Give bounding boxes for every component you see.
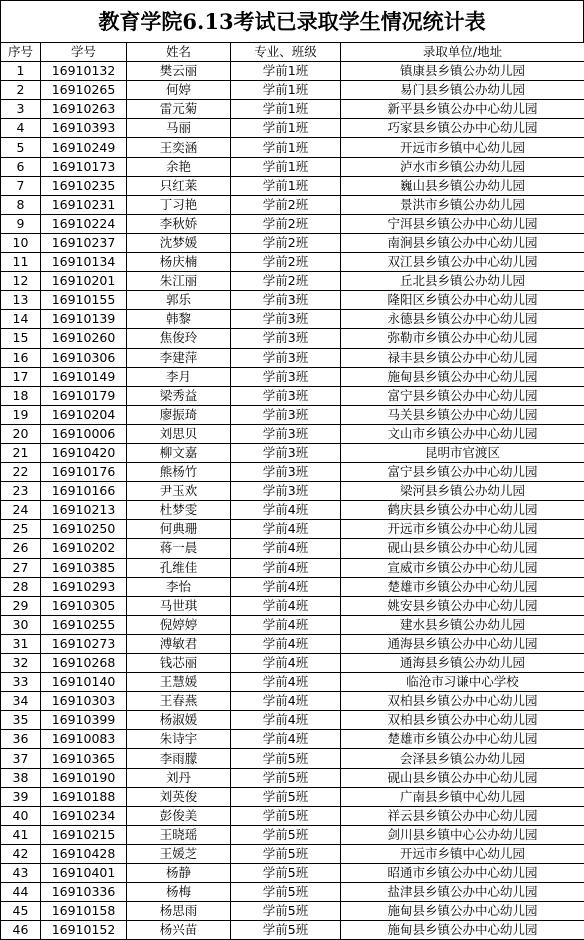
table-row — [1, 367, 584, 386]
cell-employer: 镇康县乡镇公办幼儿园 — [341, 62, 584, 81]
header-class: 专业、班级 — [231, 43, 341, 62]
table-row — [1, 634, 584, 653]
cell-name: 马世琪 — [127, 596, 231, 615]
cell-class: 学前3班 — [231, 463, 341, 482]
cell-student-id: 16910149 — [41, 367, 127, 386]
cell-student-id: 16910215 — [41, 825, 127, 844]
cell-name: 柳文嘉 — [127, 443, 231, 462]
cell-index: 8 — [1, 195, 41, 214]
cell-employer: 砚山县乡镇公办中心幼儿园 — [341, 539, 584, 558]
cell-employer: 通海县乡镇公办幼儿园 — [341, 654, 584, 673]
cell-index: 10 — [1, 233, 41, 252]
cell-name: 李建萍 — [127, 348, 231, 367]
cell-name: 王媛芝 — [127, 844, 231, 863]
cell-index: 30 — [1, 615, 41, 634]
cell-employer: 砚山县乡镇公办中心幼儿园 — [341, 768, 584, 787]
table-row — [1, 195, 584, 214]
cell-name: 溥敏君 — [127, 634, 231, 653]
cell-name: 王奕涵 — [127, 138, 231, 157]
cell-class: 学前1班 — [231, 100, 341, 119]
cell-name: 李月 — [127, 367, 231, 386]
table-row — [1, 692, 584, 711]
cell-class: 学前3班 — [231, 386, 341, 405]
cell-index: 21 — [1, 443, 41, 462]
cell-employer: 文山市乡镇公办中心幼儿园 — [341, 424, 584, 443]
cell-name: 杨兴苗 — [127, 921, 231, 940]
cell-student-id: 16910273 — [41, 634, 127, 653]
table-row — [1, 233, 584, 252]
cell-index: 16 — [1, 348, 41, 367]
cell-class: 学前5班 — [231, 768, 341, 787]
cell-employer: 易门县乡镇公办幼儿园 — [341, 81, 584, 100]
cell-class: 学前3班 — [231, 291, 341, 310]
cell-student-id: 16910176 — [41, 463, 127, 482]
cell-index: 14 — [1, 310, 41, 329]
cell-name: 只红莱 — [127, 176, 231, 195]
cell-class: 学前3班 — [231, 482, 341, 501]
table-row — [1, 844, 584, 863]
cell-class: 学前2班 — [231, 272, 341, 291]
cell-index: 33 — [1, 673, 41, 692]
cell-name: 王春燕 — [127, 692, 231, 711]
table-row — [1, 864, 584, 883]
cell-student-id: 16910306 — [41, 348, 127, 367]
cell-student-id: 16910190 — [41, 768, 127, 787]
cell-class: 学前1班 — [231, 62, 341, 81]
table-row — [1, 749, 584, 768]
cell-index: 15 — [1, 329, 41, 348]
table-row — [1, 902, 584, 921]
cell-name: 杨梅 — [127, 883, 231, 902]
cell-index: 29 — [1, 596, 41, 615]
cell-class: 学前5班 — [231, 864, 341, 883]
cell-class: 学前5班 — [231, 749, 341, 768]
cell-student-id: 16910399 — [41, 711, 127, 730]
cell-employer: 通海县乡镇公办中心幼儿园 — [341, 634, 584, 653]
cell-class: 学前4班 — [231, 577, 341, 596]
cell-name: 马丽 — [127, 119, 231, 138]
cell-employer: 丘北县乡镇公办幼儿园 — [341, 272, 584, 291]
cell-employer: 永德县乡镇公办中心幼儿园 — [341, 310, 584, 329]
cell-index: 12 — [1, 272, 41, 291]
cell-name: 朱诗宇 — [127, 730, 231, 749]
cell-employer: 姚安县乡镇公办中心幼儿园 — [341, 596, 584, 615]
cell-employer: 宣威市乡镇公办中心幼儿园 — [341, 558, 584, 577]
table-row — [1, 463, 584, 482]
page-title: 教育学院6.13考试已录取学生情况统计表 — [0, 0, 584, 42]
cell-name: 余艳 — [127, 157, 231, 176]
cell-name: 梁秀益 — [127, 386, 231, 405]
cell-name: 廖振琦 — [127, 405, 231, 424]
table-row — [1, 291, 584, 310]
table-row — [1, 157, 584, 176]
cell-employer: 昭通市乡镇公办中心幼儿园 — [341, 864, 584, 883]
cell-student-id: 16910213 — [41, 501, 127, 520]
cell-class: 学前4班 — [231, 539, 341, 558]
cell-class: 学前4班 — [231, 634, 341, 653]
cell-name: 李秋娇 — [127, 214, 231, 233]
cell-index: 45 — [1, 902, 41, 921]
cell-employer: 楚雄市乡镇公办中心幼儿园 — [341, 730, 584, 749]
cell-student-id: 16910385 — [41, 558, 127, 577]
table-row — [1, 405, 584, 424]
cell-name: 朱江丽 — [127, 272, 231, 291]
cell-student-id: 16910305 — [41, 596, 127, 615]
cell-employer: 祥云县乡镇公办中心幼儿园 — [341, 806, 584, 825]
cell-name: 樊云丽 — [127, 62, 231, 81]
cell-student-id: 16910303 — [41, 692, 127, 711]
cell-employer: 鹤庆县乡镇公办中心幼儿园 — [341, 501, 584, 520]
cell-employer: 富宁县乡镇公办中心幼儿园 — [341, 463, 584, 482]
cell-employer: 广南县乡镇中心幼儿园 — [341, 787, 584, 806]
cell-employer: 临沧市习谦中心学校 — [341, 673, 584, 692]
cell-student-id: 16910139 — [41, 310, 127, 329]
header-employer: 录取单位/地址 — [341, 43, 584, 62]
table-row — [1, 596, 584, 615]
cell-employer: 宁洱县乡镇公办中心幼儿园 — [341, 214, 584, 233]
cell-class: 学前5班 — [231, 787, 341, 806]
cell-student-id: 16910265 — [41, 81, 127, 100]
cell-employer: 富宁县乡镇公办中心幼儿园 — [341, 386, 584, 405]
cell-index: 11 — [1, 253, 41, 272]
cell-name: 李怡 — [127, 577, 231, 596]
table-row — [1, 272, 584, 291]
cell-employer: 建水县乡镇公办幼儿园 — [341, 615, 584, 634]
cell-employer: 双柏县乡镇公办中心幼儿园 — [341, 692, 584, 711]
table-row — [1, 520, 584, 539]
cell-name: 丁习艳 — [127, 195, 231, 214]
cell-index: 31 — [1, 634, 41, 653]
table-row — [1, 386, 584, 405]
cell-name: 杨庆楠 — [127, 253, 231, 272]
cell-name: 钱芯丽 — [127, 654, 231, 673]
cell-index: 13 — [1, 291, 41, 310]
cell-student-id: 16910249 — [41, 138, 127, 157]
cell-class: 学前3班 — [231, 424, 341, 443]
cell-name: 郭乐 — [127, 291, 231, 310]
cell-class: 学前3班 — [231, 405, 341, 424]
cell-index: 22 — [1, 463, 41, 482]
table-row — [1, 81, 584, 100]
cell-student-id: 16910224 — [41, 214, 127, 233]
cell-index: 17 — [1, 367, 41, 386]
cell-employer: 马关县乡镇公办中心幼儿园 — [341, 405, 584, 424]
cell-employer: 景洪市乡镇公办幼儿园 — [341, 195, 584, 214]
cell-index: 46 — [1, 921, 41, 940]
cell-index: 5 — [1, 138, 41, 157]
cell-index: 32 — [1, 654, 41, 673]
table-row — [1, 310, 584, 329]
table-row — [1, 921, 584, 940]
cell-name: 雷元菊 — [127, 100, 231, 119]
cell-employer: 楚雄市乡镇公办中心幼儿园 — [341, 577, 584, 596]
cell-index: 26 — [1, 539, 41, 558]
cell-employer: 泸水市乡镇公办幼儿园 — [341, 157, 584, 176]
table-row — [1, 825, 584, 844]
cell-index: 36 — [1, 730, 41, 749]
cell-student-id: 16910401 — [41, 864, 127, 883]
cell-name: 孔维佳 — [127, 558, 231, 577]
cell-index: 38 — [1, 768, 41, 787]
cell-student-id: 16910155 — [41, 291, 127, 310]
table-row — [1, 214, 584, 233]
cell-index: 19 — [1, 405, 41, 424]
cell-name: 彭俊美 — [127, 806, 231, 825]
cell-student-id: 16910201 — [41, 272, 127, 291]
cell-class: 学前5班 — [231, 883, 341, 902]
cell-index: 7 — [1, 176, 41, 195]
cell-employer: 开远市乡镇中心幼儿园 — [341, 138, 584, 157]
cell-student-id: 16910255 — [41, 615, 127, 634]
cell-class: 学前2班 — [231, 233, 341, 252]
table-row — [1, 787, 584, 806]
cell-class: 学前5班 — [231, 921, 341, 940]
cell-employer: 开远市乡镇中心幼儿园 — [341, 844, 584, 863]
cell-class: 学前1班 — [231, 119, 341, 138]
cell-employer: 剑川县乡镇中心公办幼儿园 — [341, 825, 584, 844]
table-row — [1, 615, 584, 634]
table-row — [1, 100, 584, 119]
table-row — [1, 482, 584, 501]
cell-student-id: 16910083 — [41, 730, 127, 749]
cell-student-id: 16910158 — [41, 902, 127, 921]
cell-employer: 梁河县乡镇公办幼儿园 — [341, 482, 584, 501]
cell-employer: 施甸县乡镇公办中心幼儿园 — [341, 902, 584, 921]
cell-student-id: 16910260 — [41, 329, 127, 348]
cell-student-id: 16910134 — [41, 253, 127, 272]
cell-employer: 隆阳区乡镇公办中心幼儿园 — [341, 291, 584, 310]
cell-name: 王晓瑶 — [127, 825, 231, 844]
cell-index: 42 — [1, 844, 41, 863]
cell-name: 刘思贝 — [127, 424, 231, 443]
table-row — [1, 654, 584, 673]
table-row — [1, 558, 584, 577]
header-name: 姓名 — [127, 43, 231, 62]
cell-index: 2 — [1, 81, 41, 100]
cell-student-id: 16910420 — [41, 443, 127, 462]
cell-name: 熊杨竹 — [127, 463, 231, 482]
cell-index: 27 — [1, 558, 41, 577]
cell-index: 41 — [1, 825, 41, 844]
table-row — [1, 176, 584, 195]
cell-index: 1 — [1, 62, 41, 81]
cell-name: 王慧媛 — [127, 673, 231, 692]
cell-name: 李雨朦 — [127, 749, 231, 768]
cell-class: 学前4班 — [231, 596, 341, 615]
cell-class: 学前2班 — [231, 195, 341, 214]
cell-name: 沈梦媛 — [127, 233, 231, 252]
cell-employer: 巍山县乡镇公办幼儿园 — [341, 176, 584, 195]
table-row — [1, 424, 584, 443]
cell-student-id: 16910179 — [41, 386, 127, 405]
cell-student-id: 16910173 — [41, 157, 127, 176]
cell-student-id: 16910393 — [41, 119, 127, 138]
table-row — [1, 501, 584, 520]
cell-name: 杨静 — [127, 864, 231, 883]
cell-index: 43 — [1, 864, 41, 883]
cell-student-id: 16910263 — [41, 100, 127, 119]
cell-employer: 会泽县乡镇公办幼儿园 — [341, 749, 584, 768]
cell-student-id: 16910166 — [41, 482, 127, 501]
cell-employer: 盐津县乡镇公办中心幼儿园 — [341, 883, 584, 902]
cell-student-id: 16910231 — [41, 195, 127, 214]
cell-class: 学前5班 — [231, 844, 341, 863]
cell-class: 学前1班 — [231, 176, 341, 195]
cell-name: 韩黎 — [127, 310, 231, 329]
cell-index: 35 — [1, 711, 41, 730]
cell-employer: 巧家县乡镇公办中心幼儿园 — [341, 119, 584, 138]
cell-student-id: 16910293 — [41, 577, 127, 596]
cell-student-id: 16910006 — [41, 424, 127, 443]
cell-index: 44 — [1, 883, 41, 902]
table-row — [1, 539, 584, 558]
cell-name: 尹玉欢 — [127, 482, 231, 501]
cell-class: 学前5班 — [231, 825, 341, 844]
cell-class: 学前4班 — [231, 654, 341, 673]
cell-class: 学前3班 — [231, 329, 341, 348]
table-row — [1, 119, 584, 138]
cell-class: 学前1班 — [231, 81, 341, 100]
cell-student-id: 16910235 — [41, 176, 127, 195]
cell-index: 18 — [1, 386, 41, 405]
cell-student-id: 16910188 — [41, 787, 127, 806]
cell-class: 学前4班 — [231, 558, 341, 577]
cell-name: 杨思雨 — [127, 902, 231, 921]
cell-name: 刘丹 — [127, 768, 231, 787]
cell-student-id: 16910336 — [41, 883, 127, 902]
table-row — [1, 138, 584, 157]
cell-index: 4 — [1, 119, 41, 138]
cell-class: 学前1班 — [231, 157, 341, 176]
cell-class: 学前1班 — [231, 138, 341, 157]
table-row — [1, 883, 584, 902]
cell-class: 学前5班 — [231, 902, 341, 921]
table-row — [1, 806, 584, 825]
cell-index: 3 — [1, 100, 41, 119]
cell-name: 焦俊玲 — [127, 329, 231, 348]
cell-index: 9 — [1, 214, 41, 233]
cell-class: 学前3班 — [231, 367, 341, 386]
table-row — [1, 253, 584, 272]
cell-student-id: 16910237 — [41, 233, 127, 252]
cell-student-id: 16910140 — [41, 673, 127, 692]
cell-class: 学前4班 — [231, 730, 341, 749]
cell-name: 杨淑媛 — [127, 711, 231, 730]
cell-name: 刘英俊 — [127, 787, 231, 806]
cell-index: 40 — [1, 806, 41, 825]
table-row — [1, 577, 584, 596]
cell-index: 6 — [1, 157, 41, 176]
cell-name: 倪婷婷 — [127, 615, 231, 634]
cell-employer: 弥勒市乡镇公办中心幼儿园 — [341, 329, 584, 348]
cell-name: 杜梦雯 — [127, 501, 231, 520]
table-row — [1, 673, 584, 692]
cell-class: 学前4班 — [231, 520, 341, 539]
cell-employer: 开远市乡镇公办中心幼儿园 — [341, 520, 584, 539]
cell-class: 学前2班 — [231, 253, 341, 272]
cell-class: 学前4班 — [231, 615, 341, 634]
header-index: 序号 — [1, 43, 41, 62]
cell-class: 学前4班 — [231, 501, 341, 520]
cell-student-id: 16910268 — [41, 654, 127, 673]
cell-index: 39 — [1, 787, 41, 806]
table-row — [1, 62, 584, 81]
cell-employer: 施甸县乡镇公办中心幼儿园 — [341, 921, 584, 940]
cell-index: 24 — [1, 501, 41, 520]
cell-employer: 禄丰县乡镇公办中心幼儿园 — [341, 348, 584, 367]
table-row — [1, 348, 584, 367]
admission-table — [0, 42, 584, 940]
cell-employer: 昆明市官渡区 — [341, 443, 584, 462]
table-row — [1, 768, 584, 787]
cell-student-id: 16910365 — [41, 749, 127, 768]
table-body — [1, 62, 584, 940]
cell-employer: 新平县乡镇公办中心幼儿园 — [341, 100, 584, 119]
cell-index: 37 — [1, 749, 41, 768]
cell-index: 20 — [1, 424, 41, 443]
cell-index: 34 — [1, 692, 41, 711]
cell-employer: 施甸县乡镇公办中心幼儿园 — [341, 367, 584, 386]
header-row — [1, 43, 584, 62]
cell-student-id: 16910132 — [41, 62, 127, 81]
cell-name: 何典珊 — [127, 520, 231, 539]
cell-class: 学前3班 — [231, 348, 341, 367]
table-row — [1, 329, 584, 348]
cell-student-id: 16910250 — [41, 520, 127, 539]
cell-index: 25 — [1, 520, 41, 539]
cell-employer: 双柏县乡镇公办中心幼儿园 — [341, 711, 584, 730]
cell-index: 28 — [1, 577, 41, 596]
cell-name: 蒋一晨 — [127, 539, 231, 558]
table-row — [1, 443, 584, 462]
cell-class: 学前3班 — [231, 310, 341, 329]
cell-class: 学前2班 — [231, 214, 341, 233]
cell-student-id: 16910234 — [41, 806, 127, 825]
cell-employer: 双江县乡镇公办中心幼儿园 — [341, 253, 584, 272]
cell-index: 23 — [1, 482, 41, 501]
cell-class: 学前4班 — [231, 692, 341, 711]
cell-student-id: 16910428 — [41, 844, 127, 863]
cell-class: 学前3班 — [231, 443, 341, 462]
table-row — [1, 730, 584, 749]
cell-student-id: 16910152 — [41, 921, 127, 940]
header-student-id: 学号 — [41, 43, 127, 62]
cell-student-id: 16910202 — [41, 539, 127, 558]
cell-employer: 南涧县乡镇公办中心幼儿园 — [341, 233, 584, 252]
cell-name: 何婷 — [127, 81, 231, 100]
cell-student-id: 16910204 — [41, 405, 127, 424]
cell-class: 学前4班 — [231, 711, 341, 730]
table-row — [1, 711, 584, 730]
cell-class: 学前4班 — [231, 673, 341, 692]
cell-class: 学前5班 — [231, 806, 341, 825]
